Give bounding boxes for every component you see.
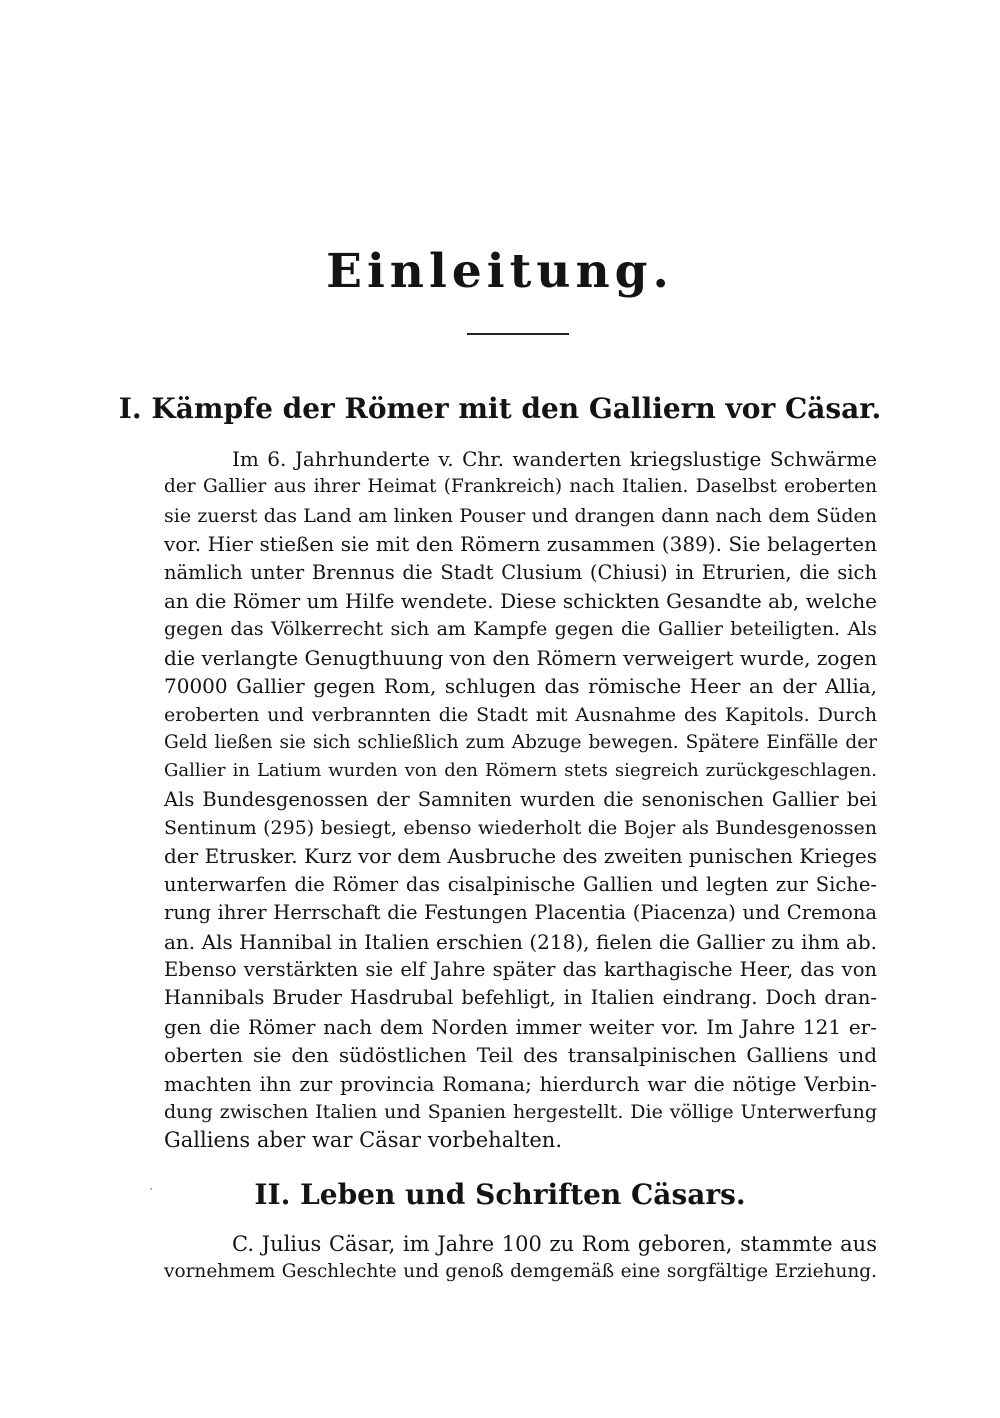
text-line: vor. Hier stießen sie mit den Römern zusammen (389). Sie belagerten bbox=[164, 532, 877, 557]
text-line: Sentinum (295) besiegt, ebenso wiederholt die Bojer als Bundesgenossen bbox=[164, 817, 877, 840]
text-line: Als Bundesgenossen der Samniten wurden die senonischen Gallier bei bbox=[164, 787, 877, 811]
text-line: Geld ließen sie sich schließlich zum Abzuge bewegen. Spätere Einfälle der bbox=[164, 731, 877, 753]
section-1-body bbox=[164, 445, 877, 1155]
text-line: der Gallier aus ihrer Heimat (Frankreich) nach Italien. Daselbst eroberten bbox=[164, 476, 877, 498]
text-line: Ebenso verstärkten sie elf Jahre später das karthagische Heer, das von bbox=[164, 958, 877, 982]
text-line: gen die Römer nach dem Norden immer weiter vor. Im Jahre 121 er- bbox=[164, 1014, 877, 1039]
text-line: machten ihn zur provincia Romana; hierdurch war die nötige Verbin- bbox=[164, 1071, 877, 1096]
page-title: Einleitung. bbox=[326, 244, 674, 299]
text-line: rung ihrer Herrschaft die Festungen Placentia (Piacenza) und Cremona bbox=[164, 901, 877, 925]
text-line: nämlich unter Brennus die Stadt Clusium (Chiusi) in Etrurien, die sich bbox=[164, 560, 877, 584]
text-line: vornehmem Geschlechte und genoß demgemäß eine sorgfältige Erziehung. bbox=[164, 1261, 877, 1283]
section-2-body bbox=[164, 1230, 877, 1287]
text-line: an die Römer um Hilfe wendete. Diese schickten Gesandte ab, welche bbox=[164, 588, 877, 613]
text-line: der Etrusker. Kurz vor dem Ausbruche des zweiten punischen Krieges bbox=[164, 844, 877, 869]
text-line: 70000 Gallier gegen Rom, schlugen das römische Heer an der Allia, bbox=[164, 674, 877, 699]
text-line: dung zwischen Italien und Spanien hergestellt. Die völlige Unterwerfung bbox=[164, 1100, 877, 1123]
text-line: Gallier in Latium wurden von den Römern stets siegreich zurückgeschlagen. bbox=[164, 760, 877, 782]
text-line: oberten sie den südöstlichen Teil des transalpinischen Galliens und bbox=[164, 1043, 877, 1068]
text-line: gegen das Völkerrecht sich am Kampfe gegen die Gallier beteiligten. Als bbox=[164, 618, 877, 641]
text-line: die verlangte Genugthuung von den Römern verweigert wurde, zogen bbox=[164, 645, 877, 670]
text-line: unterwarfen die Römer das cisalpinische Gallien und legten zur Siche- bbox=[164, 872, 877, 896]
text-line: Hannibals Bruder Hasdrubal befehligt, in Italien eindrang. Doch dran- bbox=[164, 986, 877, 1010]
text-line: Galliens aber war Cäsar vorbehalten. bbox=[164, 1128, 563, 1153]
text-line: Im 6. Jahrhunderte v. Chr. wanderten kriegslustige Schwärme bbox=[232, 447, 877, 471]
section-heading-1: I. Kämpfe der Römer mit den Galliern vor Cäsar. bbox=[118, 392, 882, 425]
text-line: C. Julius Cäsar, im Jahre 100 zu Rom geboren, stammte aus bbox=[232, 1232, 877, 1256]
title-divider bbox=[467, 333, 569, 335]
text-line: an. Als Hannibal in Italien erschien (218), fielen die Gallier zu ihm ab. bbox=[164, 929, 877, 954]
text-line: eroberten und verbrannten die Stadt mit Ausnahme des Kapitols. Durch bbox=[164, 703, 877, 726]
section-heading-2: II. Leben und Schriften Cäsars. bbox=[254, 1178, 746, 1211]
text-line: sie zuerst das Land am linken Pouser und drangen dann nach dem Süden bbox=[164, 504, 877, 527]
